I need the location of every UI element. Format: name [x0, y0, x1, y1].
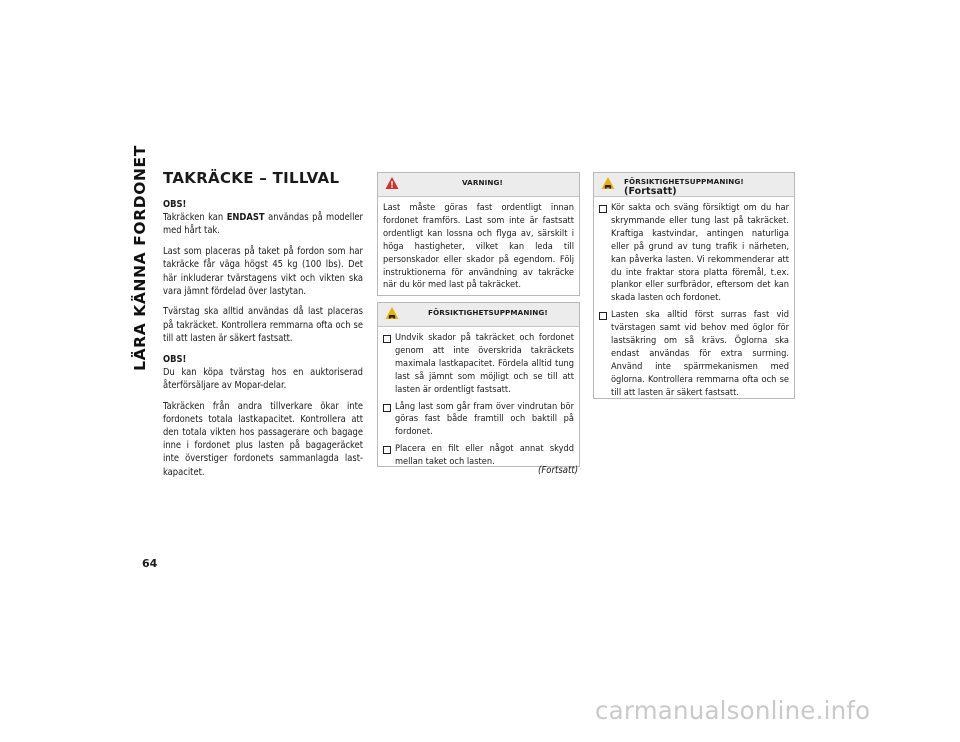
- caution-continued-header: [594, 173, 794, 197]
- checkbox-bullet-icon: [383, 332, 395, 397]
- warning-box: [377, 172, 580, 296]
- note-1: [163, 198, 363, 238]
- warning-title: VARNING!: [462, 178, 503, 187]
- note-2: [163, 353, 363, 393]
- list-item-text: Kör sakta och sväng försiktigt om du har skrymmande eller tung last på takräcket. Kraftiga kastvindar, antingen naturliga eller på grund av tung trafik i närheten, kan påverka lasten. Vi rekommenderar att du inte fraktar stora platta föremål, t.ex. plankor eller surfbrädor, eftersom det kan skada lasten och fordonet.: [611, 202, 789, 304]
- caution-continued-suffix: (Fortsatt): [624, 186, 677, 197]
- caution-continued-body: [594, 197, 794, 408]
- note-2-text: Du kan köpa tvärstag hos en auktoriserad återförsäljare av Mopar-delar.: [163, 366, 363, 391]
- warning-body: [378, 197, 579, 296]
- list-item-text: Lasten ska alltid först surras fast vid tvärstagen samt vid behov med öglor för lastsäkring om så krävs. Öglorna ska endast användas för extra surrning. Använd inte spärrmekanismen med öglorna. Kontrollera remmarna ofta och se till att lasten är säkert fastsatt.: [611, 309, 789, 398]
- note-2-label: OBS!: [163, 353, 187, 365]
- caution-continued-title: [624, 177, 794, 197]
- note-1-text-post: användas på modeller med hårt tak.: [163, 212, 363, 237]
- warning-header: [378, 173, 579, 197]
- page-number: 64: [142, 557, 158, 570]
- list-item-text: Placera en filt eller något annat skydd mellan taket och lasten.: [395, 443, 574, 468]
- section-title: TAKRÄCKE – TILLVAL: [163, 169, 340, 187]
- note-1-label: OBS!: [163, 199, 187, 210]
- paragraph-weight-limit: Last som placeras på taket på fordon som har takräcke får väga högst 45 kg (100 lbs). Det här inkluderar tvärstagens vikt och vikten ska vara jämnt fördelad över lastytan.: [163, 246, 363, 297]
- paragraph-aftermarket: Takräcken från andra tillverkare ökar inte fordonets totala lastkapacitet. Kontrollera att den totala vikten hos passagerare och bagage inne i fordonet plus lasten på bagageräcket inte överstiger fordonets sammanlagda last-kapacitet.: [163, 400, 363, 478]
- list-item: [599, 309, 789, 399]
- warning-triangle-icon: [385, 176, 399, 190]
- list-item: [383, 332, 574, 397]
- watermark: carmanualsonline.info: [595, 696, 871, 725]
- checkbox-bullet-icon: [383, 401, 395, 440]
- chapter-tab-label: LÄRA KÄNNA FORDONET: [131, 145, 149, 371]
- list-item-text: Undvik skador på takräcket och fordonet genom att inte överskrida takräckets maximala lastkapacitet. Fördela alltid tung last så jämnt som möjligt och se till att lasten är ordentligt fastsatt.: [395, 332, 574, 395]
- list-item: [599, 202, 789, 305]
- caution-car-icon: [385, 306, 399, 320]
- continued-label: (Fortsatt): [538, 465, 579, 476]
- caution-title: FÖRSIKTIGHETSUPPMANING!: [428, 308, 548, 317]
- checkbox-bullet-icon: [599, 202, 611, 305]
- paragraph-crossbars: Tvärstag ska alltid användas då last placeras på takräcket. Kontrollera remmarna ofta och se till att lasten är säkert fastsatt.: [163, 306, 363, 344]
- caution-box: [377, 302, 580, 467]
- note-1-text-pre: Takräcken kan: [163, 212, 227, 224]
- warning-text: Last måste göras fast ordentligt innan fordonet framförs. Last som inte är fastsatt ordentligt kan lossna och flyga av, särskilt i höga hastigheter, vilket kan leda till personskador eller skador på egendom. Följ instruktionerna för användning av takräcke när du kör med last på takräcket.: [383, 202, 574, 291]
- caution-box-continued: [593, 172, 795, 399]
- caution-header: [378, 303, 579, 327]
- checkbox-bullet-icon: [599, 309, 611, 399]
- list-item: [383, 401, 574, 440]
- note-1-emphasis: ENDAST: [226, 212, 265, 224]
- caution-car-icon: [601, 176, 615, 190]
- list-item-text: Lång last som går fram över vindrutan bör göras fast både framtill och baktill på fordonet.: [395, 400, 574, 438]
- checkbox-bullet-icon: [383, 443, 395, 469]
- main-column: [163, 168, 363, 486]
- caution-body: [378, 327, 579, 477]
- caution-continued-title-text: FÖRSIKTIGHETSUPPMANING!: [624, 177, 744, 186]
